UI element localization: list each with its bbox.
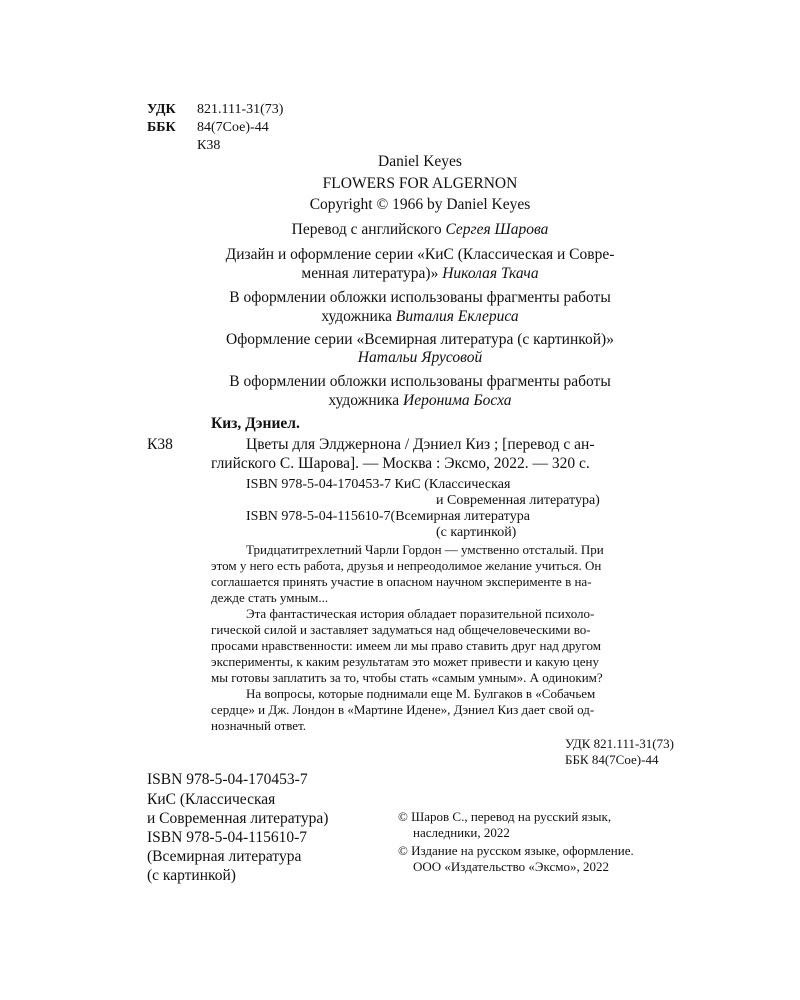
catalog-isbn-1: ISBN 978-5-04-170453-7 КиС (Классическая (246, 477, 511, 492)
bbk-value: 84(7Сое)-44 (197, 120, 269, 135)
footer-isbn-line1: ISBN 978-5-04-170453-7 (147, 771, 308, 788)
catalog-isbn-1-cont: и Современная литература) (436, 493, 600, 508)
original-copyright: Copyright © 1966 by Daniel Keyes (309, 196, 531, 213)
design-prefix: менная литература)» (301, 265, 443, 282)
series-credit-line2 (140, 349, 700, 367)
annotation-p3-line2: сердце» и Дж. Лондон в «Мартине Идене», Дэниел Киз дает свой од- (211, 702, 595, 717)
original-author: Daniel Keyes (378, 153, 462, 170)
catalog-entry-line1: Цветы для Элджернона / Дэниел Киз ; [перевод с ан- (246, 436, 595, 453)
catalog-author-heading: Киз, Дэниел. (211, 415, 300, 432)
annotation-bbk: ББК 84(7Сое)-44 (565, 752, 659, 767)
catalog-entry-line2: глийского С. Шарова]. — Москва : Эксмо, 2022. — 320 с. (211, 455, 590, 472)
rights-translation-line1: © Шаров С., перевод на русский язык, (398, 809, 612, 824)
translation-credit (140, 221, 700, 239)
udk-label: УДК (147, 102, 176, 117)
artist2-prefix: художника (328, 392, 403, 409)
series-credit-line1: Оформление серии «Всемирная литература (с картинкой)» (226, 331, 614, 348)
artist2-name: Иеронима Босха (403, 392, 512, 409)
footer-isbn-line5: (Всемирная литература (147, 848, 302, 865)
rights-edition-line1: © Издание на русском языке, оформление. (398, 843, 634, 858)
series-designer-name: Натальи Ярусовой (357, 349, 483, 366)
designer-name: Николая Ткача (442, 265, 539, 282)
footer-isbn-line6: (с картинкой) (147, 867, 236, 884)
footer-isbn-line4: ISBN 978-5-04-115610-7 (147, 829, 308, 846)
rights-translation-line2: наследники, 2022 (413, 825, 510, 840)
footer-isbn-line3: и Современная литература) (147, 810, 329, 827)
bbk-label: ББК (147, 120, 176, 135)
footer-isbn-line2: КиС (Классическая (147, 791, 276, 808)
annotation-p2-line1: Эта фантастическая история обладает поразительной психоло- (246, 606, 595, 621)
annotation-p2-line5: мы готовы заплатить за то, чтобы стать «самым умным». А одиноким? (211, 670, 603, 685)
catalog-isbn-2-cont: (с картинкой) (436, 525, 517, 540)
cover-credit-1-line2 (140, 308, 700, 326)
cover-credit-1-line1: В оформлении обложки использованы фрагменты работы (229, 289, 611, 306)
original-title: FLOWERS FOR ALGERNON (322, 175, 518, 192)
annotation-udk: УДК 821.111-31(73) (565, 736, 674, 751)
author-mark: К38 (197, 138, 221, 153)
catalog-mark: К38 (147, 436, 173, 453)
artist1-name: Виталия Еклериса (395, 308, 519, 325)
annotation-p1-line2: этом у него есть работа, друзья и непреодолимое желание учиться. Он (211, 558, 602, 573)
artist1-prefix: художника (321, 308, 396, 325)
design-credit-line2 (140, 265, 700, 283)
udk-value: 821.111-31(73) (197, 102, 284, 117)
cover-credit-2-line2 (140, 392, 700, 410)
cover-credit-2-line1: В оформлении обложки использованы фрагменты работы (229, 373, 611, 390)
annotation-p1-line3: соглашается принять участие в опасном научном эксперименте в на- (211, 574, 592, 589)
design-credit-line1: Дизайн и оформление серии «КиС (Классическая и Совре- (225, 246, 615, 263)
annotation-p1-line4: дежде стать умным... (211, 590, 329, 605)
annotation-p1-line1: Тридцатитрехлетний Чарли Гордон — умственно отсталый. При (246, 542, 604, 557)
rights-edition-line2: ООО «Издательство «Эксмо», 2022 (413, 859, 609, 874)
annotation-p2-line2: гической силой и заставляет задуматься над общечеловеческими во- (211, 622, 591, 637)
translation-prefix: Перевод с английского (291, 221, 446, 238)
catalog-isbn-2: ISBN 978-5-04-115610-7(Всемирная литература (246, 509, 530, 524)
annotation-p2-line4: эксперименты, к каким результатам это может привести и какую цену (211, 654, 599, 669)
annotation-p3-line1: На вопросы, которые поднимали еще М. Булгаков в «Собачьем (246, 686, 596, 701)
translator-name: Сергея Шарова (445, 221, 549, 238)
annotation-p3-line3: нозначный ответ. (211, 718, 307, 733)
annotation-p2-line3: просами нравственности: имеем ли мы право ставить друг над другом (211, 638, 602, 653)
